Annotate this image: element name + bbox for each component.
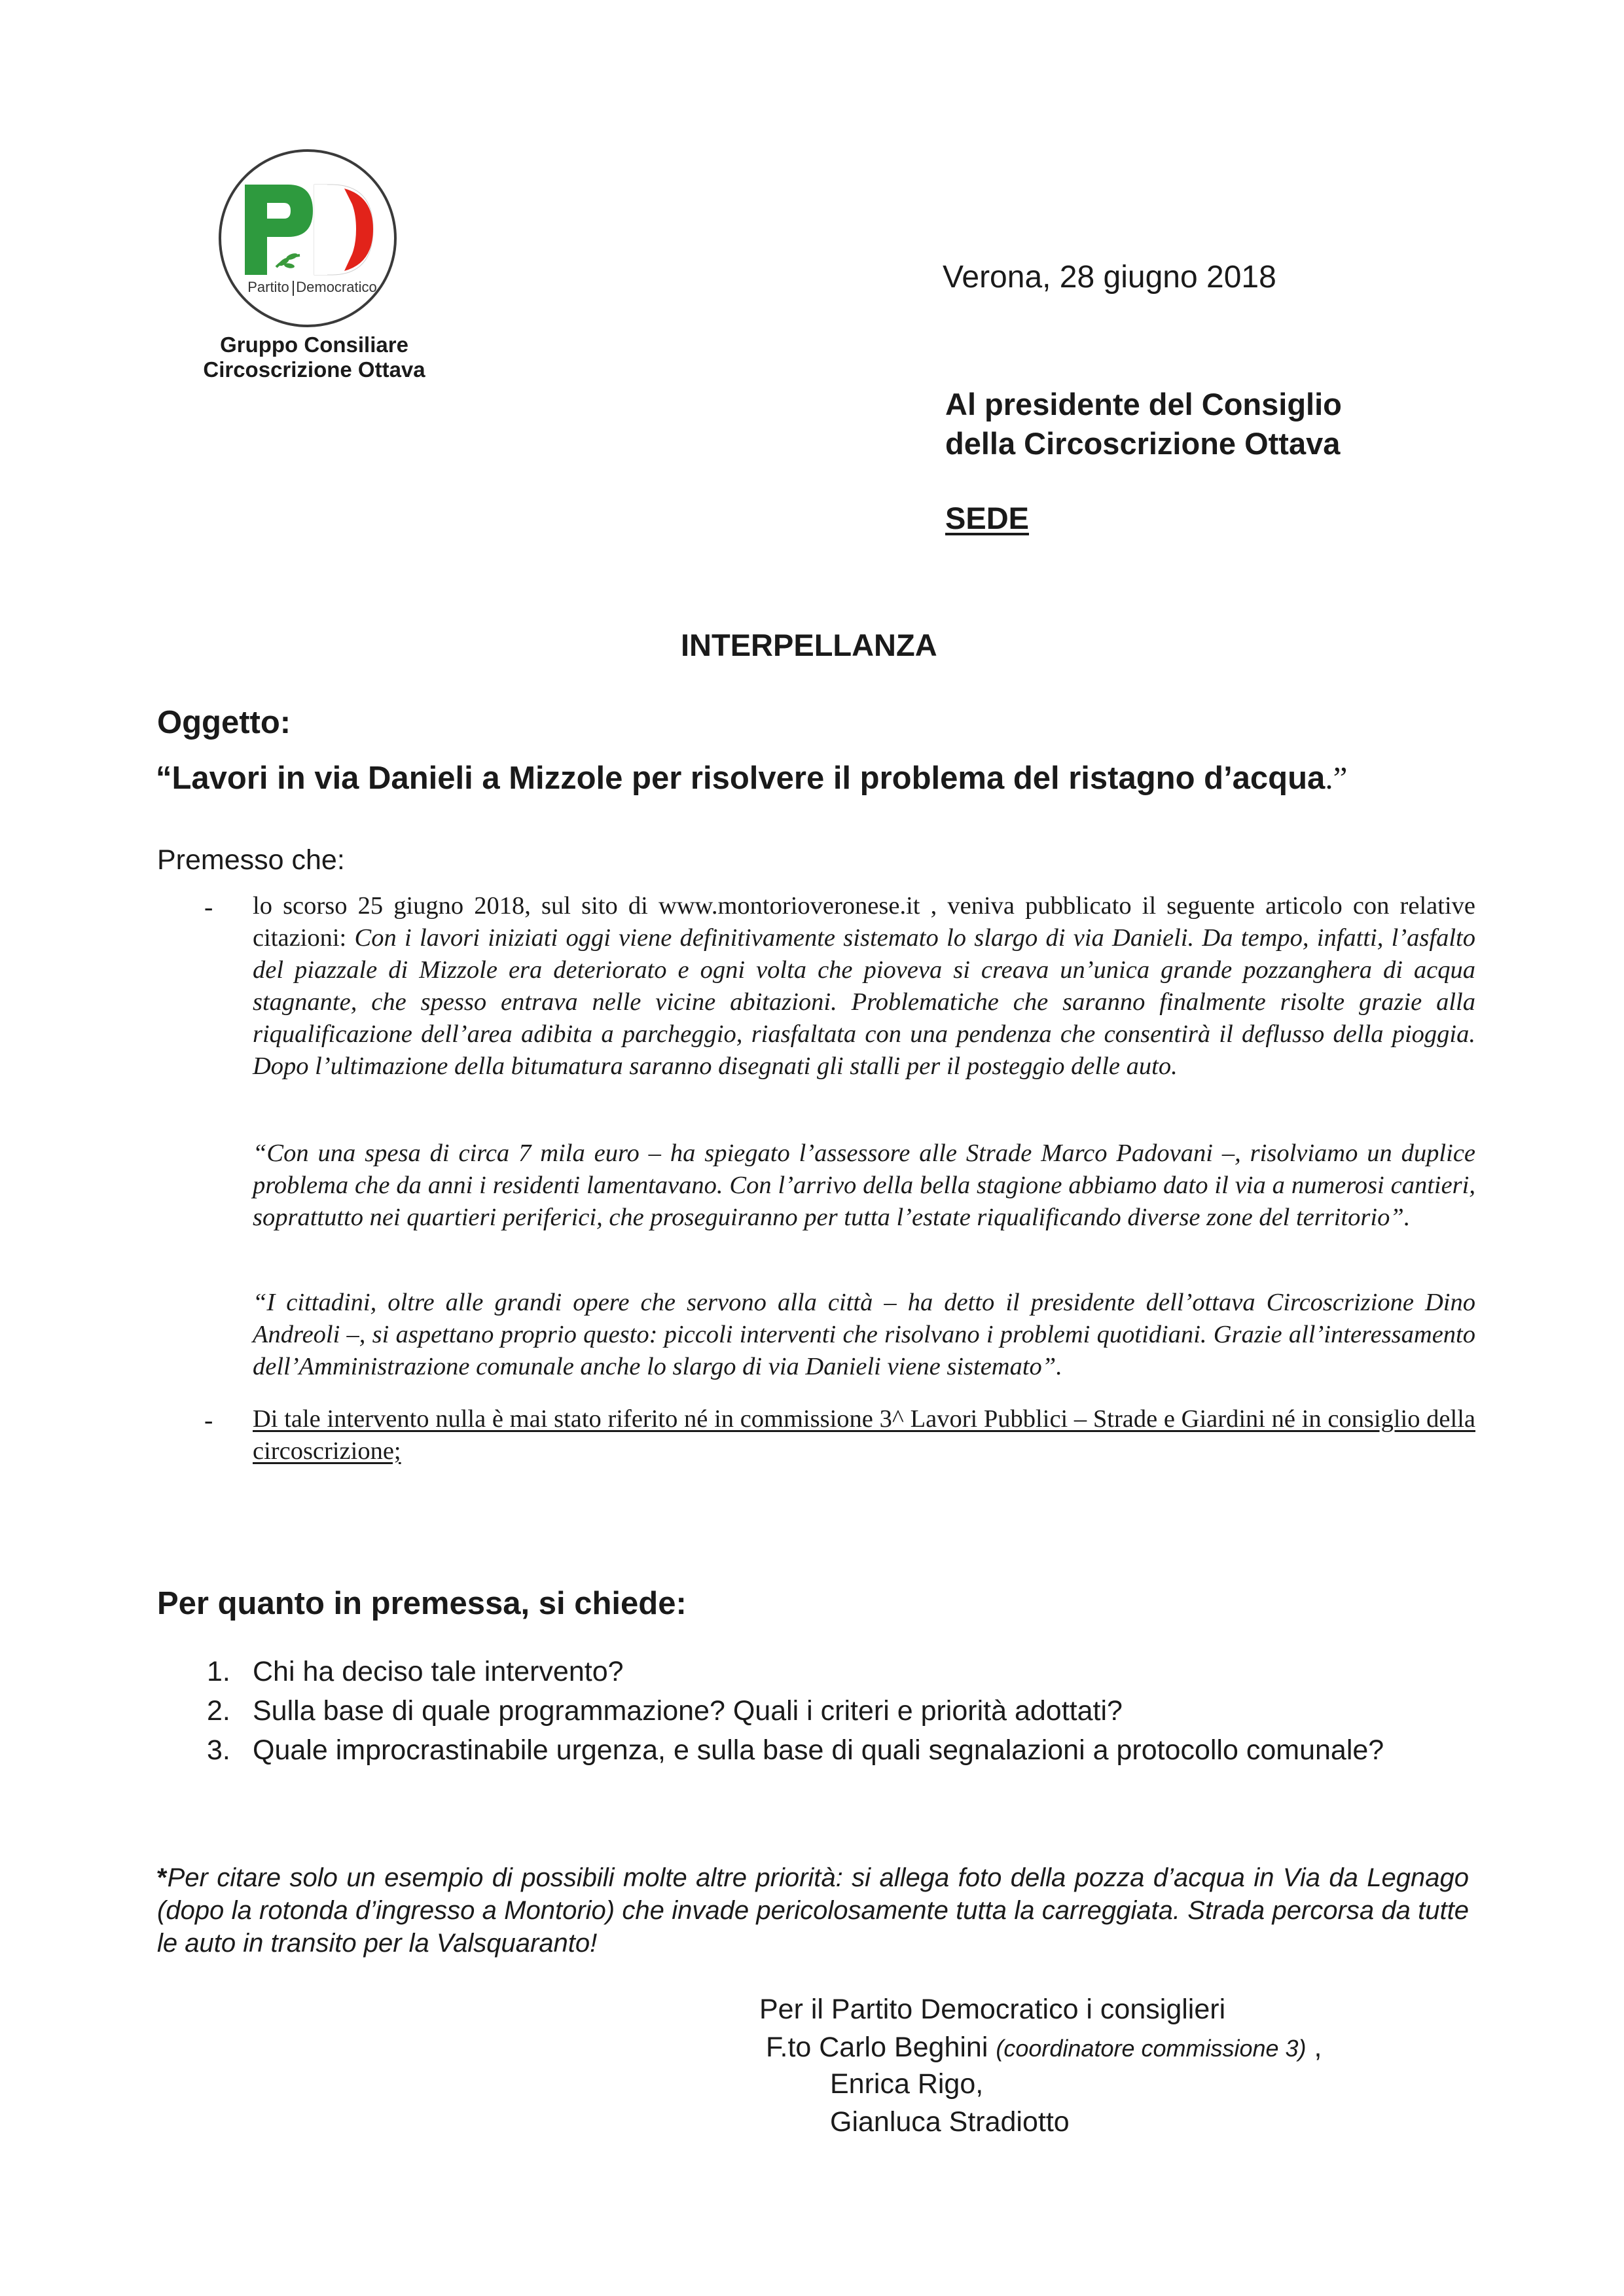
premise-1-intro: lo scorso 25 giugno 2018, sul sito di www.montorioveronese.it , veniva pubblicato il seguente articolo con relative citazioni: [253, 892, 1475, 952]
question-3-text: Quale improcrastinabile urgenza, e sulla base di quali segnalazioni a protocollo comunale? [253, 1734, 1384, 1766]
document-title: INTERPELLANZA [681, 628, 937, 662]
question-2-num: 2. [207, 1695, 230, 1727]
footnote [157, 1861, 1469, 1960]
question-2-text: Sulla base di quale programmazione? Quali i criteri e priorità adottati? [253, 1695, 1123, 1727]
subject-end: .” [1325, 760, 1348, 796]
subject [156, 759, 1347, 797]
chiede-label: Per quanto in premessa, si chiede: [157, 1586, 687, 1621]
logo-text-left: Partito [247, 279, 289, 295]
signature-role: (coordinatore commissione 3) [996, 2035, 1307, 2062]
recipient-line-2: della Circoscrizione Ottava [945, 426, 1341, 461]
footnote-star: * [157, 1863, 168, 1892]
footnote-text: Per citare solo un esempio di possibili molte altre priorità: si allega foto della pozza d’acqua in Via da Legnago (dopo la rotonda d’ingresso a Montorio) che invade pericolosamente tutta la carreggiata. Strada percorsa da tutte le auto in transito per la Valsquaranto! [157, 1863, 1469, 1958]
group-line-1: Gruppo Consiliare [220, 332, 408, 357]
subject-text: “Lavori in via Danieli a Mizzole per risolvere il problema del ristagno d’acqua [156, 761, 1326, 796]
question-1-num: 1. [207, 1656, 230, 1687]
oggetto-label: Oggetto: [157, 705, 291, 740]
signature-line-3: Enrica Rigo, [830, 2068, 984, 2100]
pd-logo-icon [216, 147, 399, 330]
question-1-text: Chi ha deciso tale intervento? [253, 1656, 624, 1687]
recipient-line-1: Al presidente del Consiglio [945, 387, 1342, 422]
signature-line-4: Gianluca Stradiotto [830, 2106, 1070, 2138]
bullet-2: - [204, 1405, 213, 1435]
pd-logo [216, 147, 399, 330]
signature-name: F.to Carlo Beghini [766, 2032, 996, 2063]
date: Verona, 28 giugno 2018 [943, 260, 1276, 295]
signature-line-2 [766, 2032, 1322, 2064]
logo-text-right: Democratico [296, 279, 377, 295]
quote-2: “I cittadini, oltre alle grandi opere che servono alla città – ha detto il presidente dell’ottava Circoscrizione Dino Andreoli –, si aspettano proprio questo: piccoli interventi che risolvano i problemi quotidiani. Grazie all’interessamento dell’Amministrazione comunale anche lo slargo di via Danieli viene sistemato”. [253, 1289, 1475, 1380]
premesso-label: Premesso che: [157, 844, 345, 876]
group-line-2: Circoscrizione Ottava [203, 357, 425, 382]
bullet-1: - [204, 892, 213, 922]
premise-1 [253, 890, 1475, 1083]
recipient-sede: SEDE [945, 501, 1029, 535]
premise-1-article: Con i lavori iniziati oggi viene definitivamente sistemato lo slargo di via Danieli. Da tempo, infatti, l’asfalto del piazzale di Mizzole era deteriorato e ogni volta che pioveva si creava un’unica grande pozzanghera di acqua stagnante, che spesso entrava nelle vicine abitazioni. Problematiche che saranno finalmente risolte grazie alla riqualificazione dell’area adibita a parcheggio, riasfaltata con una pendenza che consentirà il deflusso della pioggia. Dopo l’ultimazione della bitumatura saranno disegnati gli stalli per il posteggio delle auto. [253, 924, 1475, 1080]
signature-tail: , [1306, 2032, 1322, 2063]
quote-1: “Con una spesa di circa 7 mila euro – ha spiegato l’assessore alle Strade Marco Padovani –, risolviamo un duplice problema che da anni i residenti lamentavano. Con l’arrivo della bella stagione abbiamo dato il via a numerosi cantieri, soprattutto nei quartieri periferici, che proseguiranno per tutta l’estate riqualificando diverse zone del territorio”. [253, 1139, 1475, 1231]
signature-line-1: Per il Partito Democratico i consiglieri [759, 1994, 1226, 2025]
question-3-num: 3. [207, 1734, 230, 1766]
premise-2: Di tale intervento nulla è mai stato riferito né in commissione 3^ Lavori Pubblici – Strade e Giardini né in consiglio della circoscrizione; [253, 1405, 1475, 1465]
